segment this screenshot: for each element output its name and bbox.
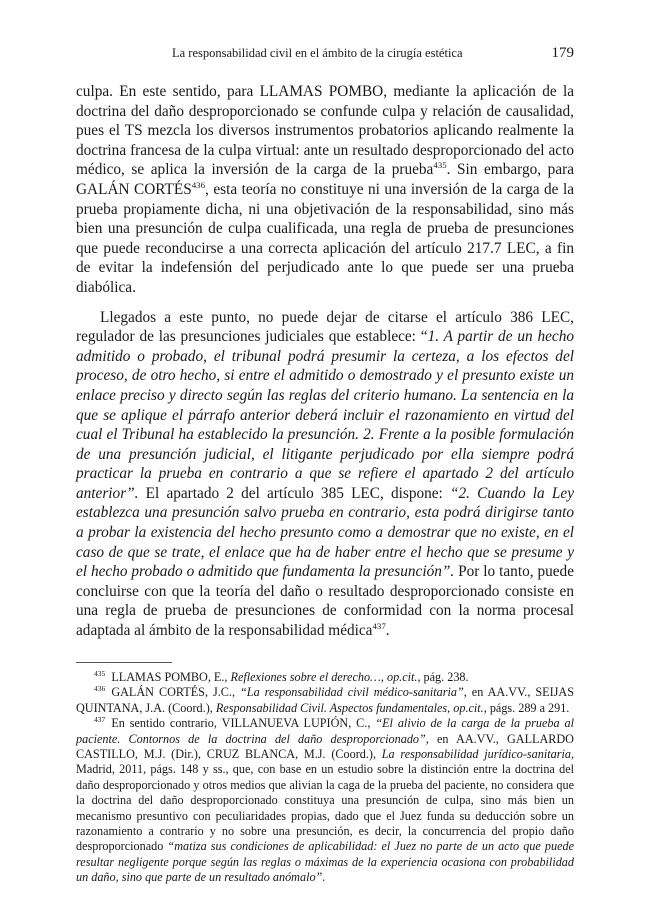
footnote-italic: Responsabilidad Civil. Aspectos fundamentales, op.cit., [215,700,487,715]
paragraph-2-text-a: Llegados a este punto, no puede dejar de citarse el artículo 386 LEC, regulador de las presunciones judiciales que establece: “ [76,308,574,346]
running-header [0,46,650,66]
footnote-text: pág. 238. [420,670,469,684]
footnote-text: págs. 289 a 291. [486,700,570,715]
paragraph-2-text-d: . [385,622,390,640]
footnotes [76,670,574,886]
footnote-text: LLAMAS POMBO, E., [111,670,231,684]
paragraph-2 [76,308,574,641]
paragraph-2-text-c: Por lo tanto, puede concluirse con que la teoría del daño o resultado desproporcionado consiste en una regla de prueba de presunciones de conformidad con la norma procesal adaptada al ámbito de la responsabilidad médica [76,563,574,640]
footnote-italic: “matiza sus condiciones de aplicabilidad: el Juez no parte de un acto que puede resultar negligente porque según las reglas o máximas de la experiencia ocasiona con probabilidad un daño, sino que parte de un resultado anómalo”. [76,839,574,885]
footnote-number: 435 [94,668,106,678]
footnote-divider [76,662,172,663]
main-text [76,82,574,641]
page-number: 179 [551,45,574,61]
footnote-text: en AA.VV., GALLARDO CASTILLO, M.J. (Dir.), CRUZ BLANCA, M.J. (Coord.), [76,731,574,762]
paragraph-1-text-a: culpa. En este sentido, para LLAMAS POMBO, mediante la aplicación de la doctrina del daño desproporcionado se confunde culpa y relación de causalidad, pues el TS mezcla los diversos instrumentos probatorios aplicando realmente la doctrina francesa de la culpa virtual: ante un resultado desproporcionado del acto médico, se aplica la inversión de la carga de la prueba [76,83,574,179]
footnote-435 [76,670,574,685]
footnote-437 [76,716,574,885]
footnote-ref-435[interactable]: 435 [433,160,447,171]
footnote-number: 436 [94,684,106,694]
footnote-italic: “La responsabilidad civil médico-sanitaria”, [240,685,467,700]
footnote-number: 437 [94,715,106,725]
paragraph-2-text-b: El apartado 2 del artículo 385 LEC, dispone: [138,484,450,502]
paragraph-1 [76,82,574,298]
article-385-quote: “2. Cuando la Ley establezca una presunción salvo prueba en contrario, esta podrá dirigirse tanto a probar la existencia del hecho presunto como a demostrar que no existe, en el caso de que se trate, el enlace que ha de haber entre el hecho que se presume y el hecho probado o admitido que fundamenta la presunción”. [76,484,574,581]
footnote-italic: “El alivio de la carga de la prueba al paciente. Contornos de la doctrina del daño desproporcionado”, [76,716,574,746]
footnote-text: Madrid, 2011, págs. 148 y ss., que, con base en un estudio sobre la distinción entre la doctrina del daño desproporcionado y otros medios que alivian la caga de la prueba del paciente, no considera que la doctrina del daño desproporcionado constituya una presunción de culpa, sino más bien un mecanismo presuntivo con peculiaridades propias, dado que el Juez funda su deducción sobre un razonamiento a contrario y no sobre una presunción, es decir, la concurrencia del propio daño desproporcionado [76,762,574,854]
paragraph-1-text-c: , esta teoría no constituye ni una inversión de la carga de la prueba propiamente dicha, ni una objetivación de la responsabilidad, sino más bien una presunción de culpa cualificada, una regla de prueba de presunciones que puede reconducirse a una correcta aplicación del artículo 217.7 LEC, a fin de evitar la indefensión del perjudicado ante lo que puede ser una prueba diabólica. [76,180,574,296]
running-title: La responsabilidad civil en el ámbito de la cirugía estética [172,46,463,60]
footnote-italic: Reflexiones sobre el derecho…, op.cit., [230,670,421,684]
footnote-ref-436[interactable]: 436 [191,179,206,190]
footnote-text: En sentido contrario, VILLANUEVA LUPIÓN, C., [111,716,376,731]
footnote-ref-437[interactable]: 437 [372,620,386,631]
paragraph-1-text-b: . Sin embargo, para GALÁN CORTÉS [76,161,574,198]
footnote-text: en AA.VV., SEIJAS QUINTANA, J.A. (Coord.), [76,685,574,715]
footnote-text: GALÁN CORTÉS, J.C., [111,685,241,700]
footnote-436 [76,685,574,716]
footnote-italic: La responsabilidad jurídico-sanitaria, [381,747,574,762]
article-386-quote: 1. A partir de un hecho admitido o probado, el tribunal podrá presumir la certeza, a los efectos del proceso, de otro hecho, si entre el admitido o demostrado y el presunto existe un enlace preciso y directo según las reglas del criterio humano. La sentencia en la que se aplique el párrafo anterior deberá incluir el razonamiento en virtud del cual el Tribunal ha establecido la presunción. 2. Frente a la posible formulación de una presunción judicial, el litigante perjudicado por ella siempre podrá practicar la prueba en contrario a que se refiere el apartado 2 del artículo anterior”. [76,328,574,502]
